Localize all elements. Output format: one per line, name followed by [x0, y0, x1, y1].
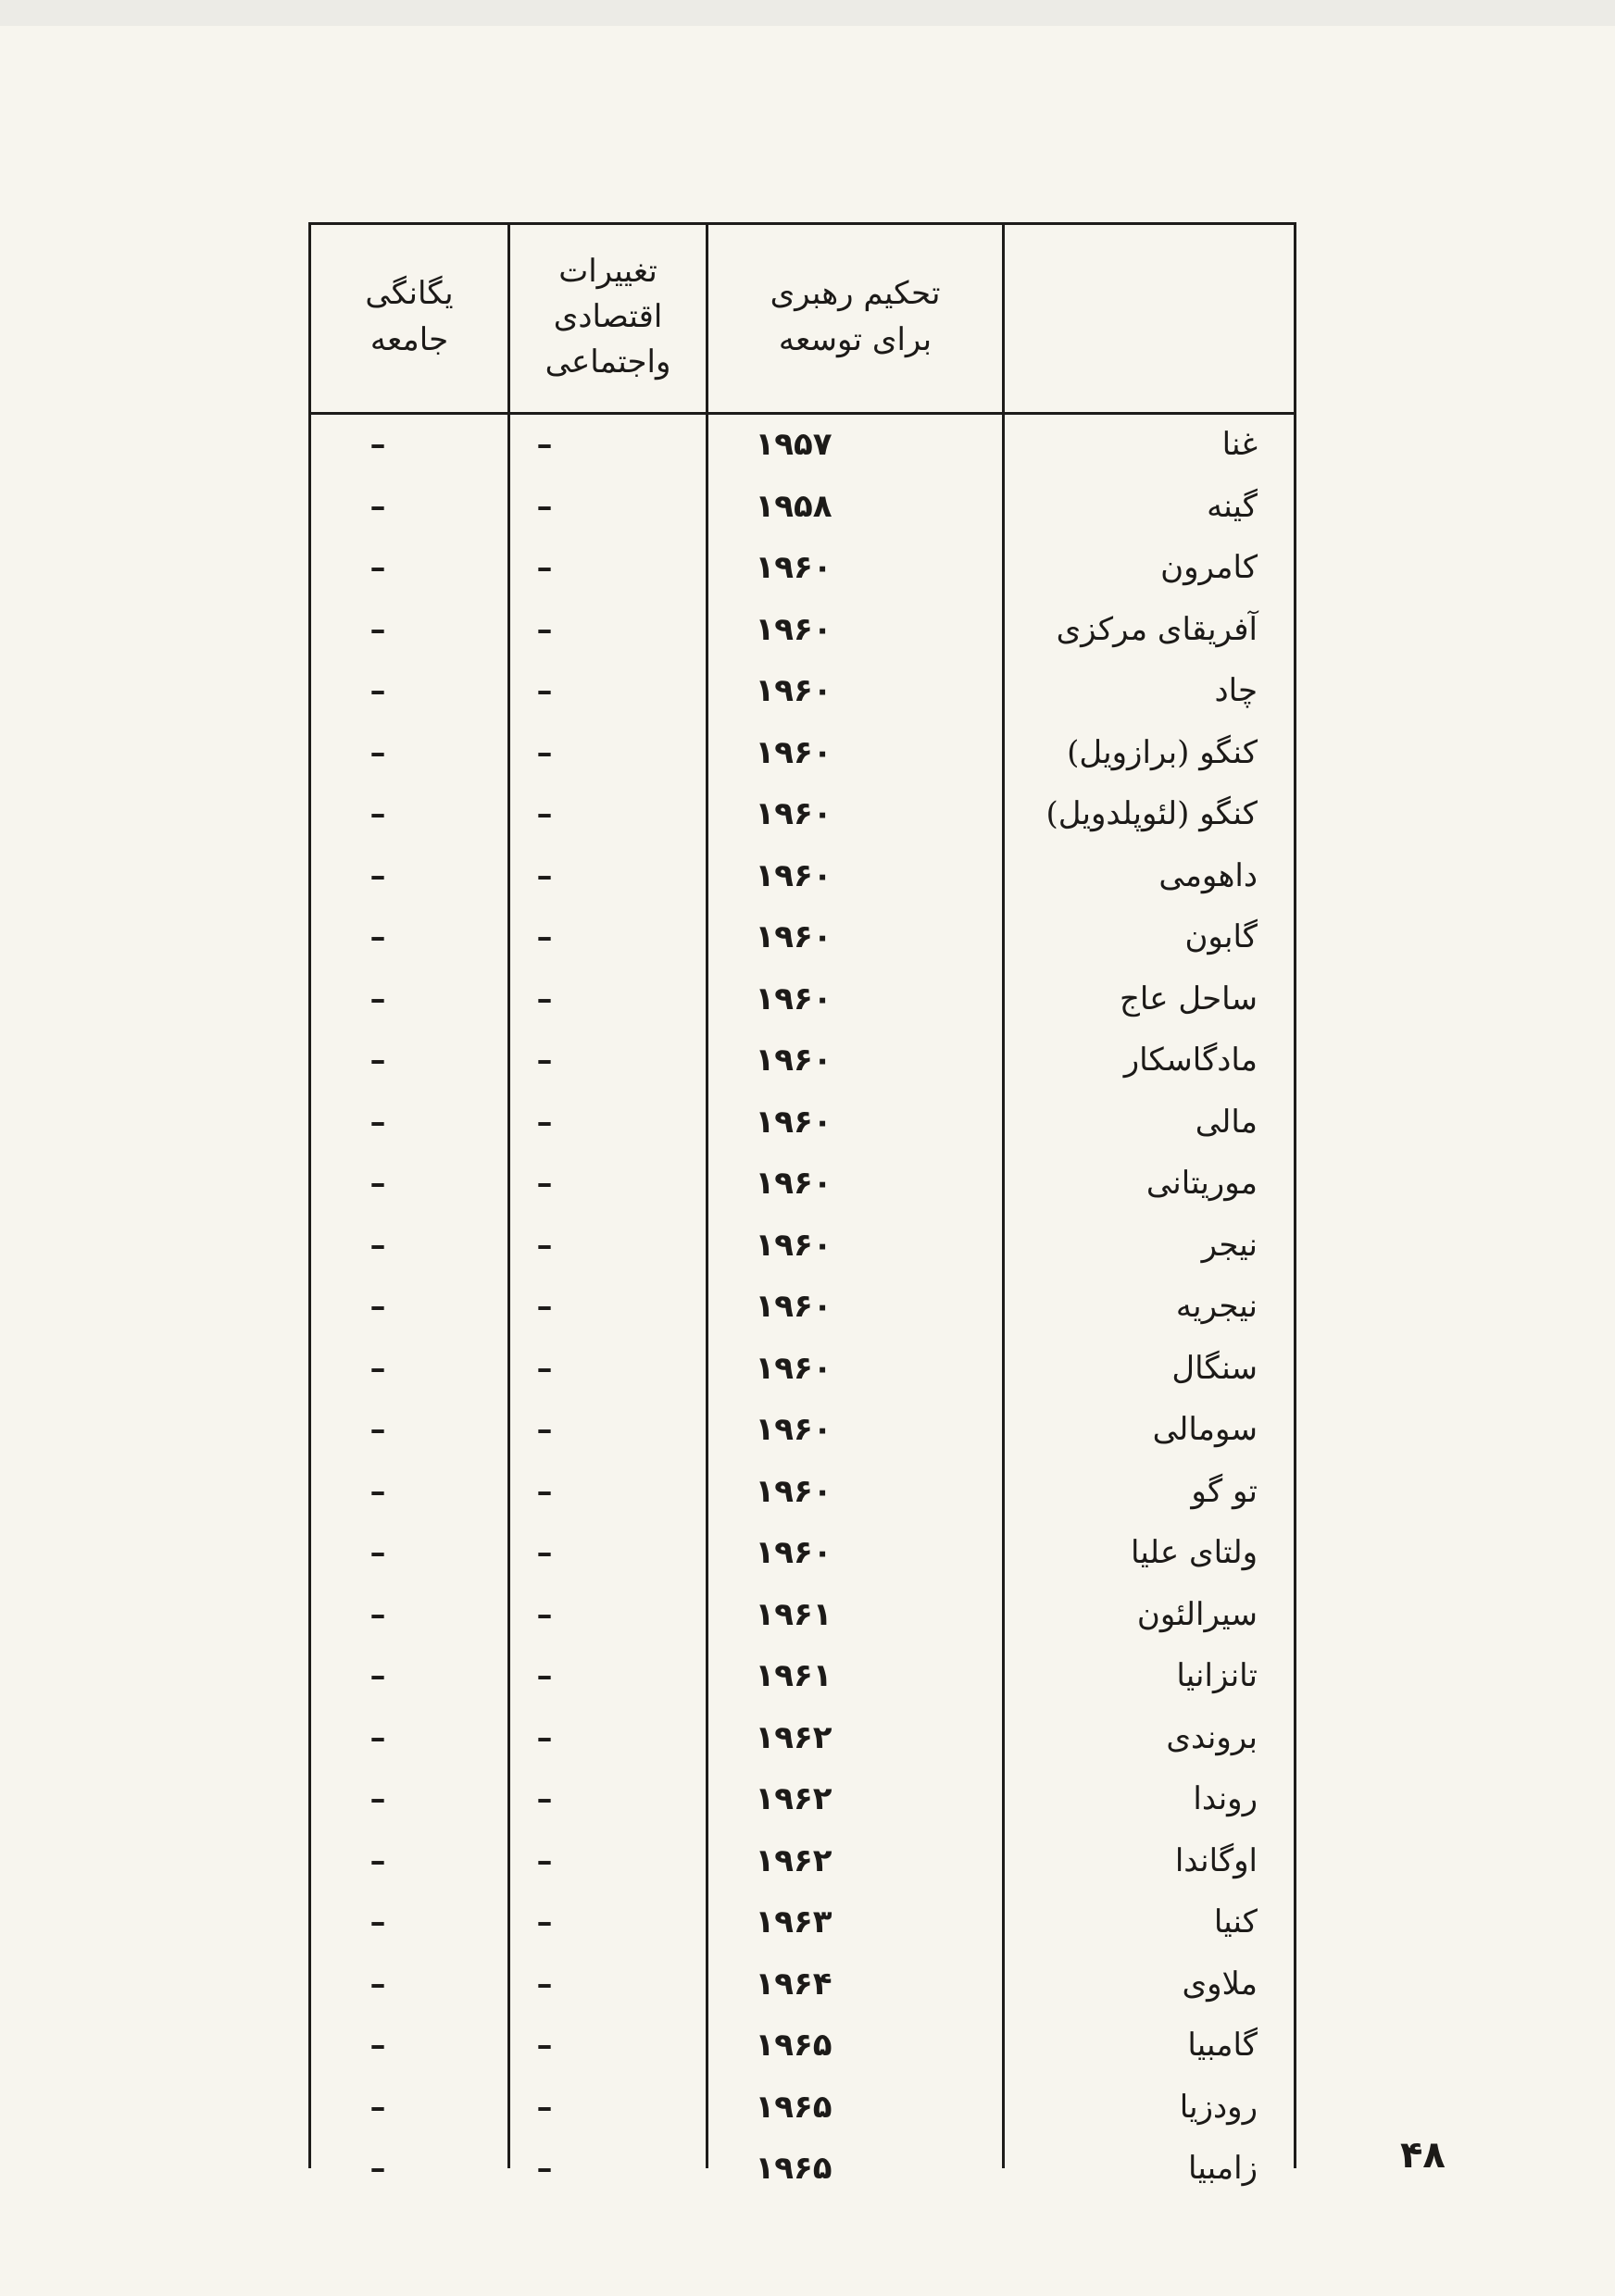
country-name: مالی	[1195, 1103, 1258, 1141]
economic-change-dash: –	[536, 733, 553, 771]
social-unity-dash: –	[369, 1718, 386, 1756]
consolidation-year: ۱۹۶۰	[755, 733, 833, 771]
country-name: بروندی	[1166, 1718, 1258, 1756]
social-unity-dash: –	[369, 980, 386, 1017]
table-row	[308, 475, 1296, 538]
economic-change-dash: –	[536, 672, 553, 709]
social-unity-dash: –	[369, 2088, 386, 2126]
data-table	[308, 222, 1296, 2187]
table-row	[308, 1398, 1296, 1461]
consolidation-year: ۱۹۶۰	[755, 1349, 833, 1387]
economic-change-dash: –	[536, 549, 553, 586]
consolidation-year: ۱۹۶۰	[755, 1165, 833, 1202]
social-unity-dash: –	[369, 1288, 386, 1325]
consolidation-year: ۱۹۶۰	[755, 672, 833, 709]
social-unity-dash: –	[369, 487, 386, 525]
economic-change-dash: –	[536, 795, 553, 832]
economic-change-dash: –	[536, 856, 553, 894]
table-row	[308, 2076, 1296, 2139]
social-unity-dash: –	[369, 795, 386, 832]
consolidation-year: ۱۹۶۵	[755, 2027, 833, 2064]
consolidation-year: ۱۹۵۸	[755, 487, 833, 525]
economic-change-dash: –	[536, 1288, 553, 1325]
social-unity-dash: –	[369, 1103, 386, 1141]
social-unity-dash: –	[369, 1965, 386, 2003]
country-name: سومالی	[1152, 1411, 1258, 1448]
economic-change-dash: –	[536, 1042, 553, 1079]
social-unity-dash: –	[369, 1595, 386, 1633]
table-row	[308, 905, 1296, 968]
economic-change-dash: –	[536, 918, 553, 955]
table-row	[308, 2014, 1296, 2077]
consolidation-year: ۱۹۶۰	[755, 549, 833, 586]
country-name: گینه	[1207, 487, 1258, 525]
country-name: گابون	[1184, 918, 1258, 955]
social-unity-dash: –	[369, 1349, 386, 1387]
consolidation-year: ۱۹۶۰	[755, 1472, 833, 1510]
social-unity-dash: –	[369, 733, 386, 771]
social-unity-dash: –	[369, 2150, 386, 2187]
social-unity-dash: –	[369, 1903, 386, 1940]
consolidation-year: ۱۹۶۳	[755, 1903, 833, 1940]
social-unity-dash: –	[369, 426, 386, 463]
social-unity-dash: –	[369, 1841, 386, 1879]
consolidation-year: ۱۹۶۰	[755, 1103, 833, 1141]
country-name: نیجر	[1201, 1226, 1258, 1264]
social-unity-dash: –	[369, 1780, 386, 1817]
economic-change-dash: –	[536, 1165, 553, 1202]
economic-change-dash: –	[536, 1718, 553, 1756]
country-name: ساحل عاج	[1119, 980, 1258, 1017]
economic-change-dash: –	[536, 610, 553, 648]
economic-change-dash: –	[536, 2088, 553, 2126]
consolidation-year: ۱۹۶۰	[755, 980, 833, 1017]
table-row	[308, 1029, 1296, 1092]
country-name: کنیا	[1213, 1903, 1258, 1940]
economic-change-dash: –	[536, 1903, 553, 1940]
economic-change-dash: –	[536, 980, 553, 1017]
consolidation-year: ۱۹۶۰	[755, 1534, 833, 1571]
social-unity-dash: –	[369, 610, 386, 648]
header-social-unity: یگانگی جامعه	[365, 275, 454, 358]
consolidation-year: ۱۹۶۱	[755, 1595, 833, 1633]
table-row	[308, 1706, 1296, 1769]
consolidation-year: ۱۹۶۵	[755, 2088, 833, 2126]
economic-change-dash: –	[536, 426, 553, 463]
header-economic-social-changes: تغییرات اقتصادی واجتماعی	[545, 252, 671, 381]
table-row	[308, 1767, 1296, 1830]
consolidation-year: ۱۹۶۰	[755, 1288, 833, 1325]
social-unity-dash: –	[369, 1534, 386, 1571]
economic-change-dash: –	[536, 1657, 553, 1694]
country-name: تو گو	[1191, 1472, 1258, 1510]
country-name: تانزانیا	[1176, 1657, 1258, 1694]
table-row	[308, 721, 1296, 784]
country-name: ولتای علیا	[1131, 1534, 1258, 1571]
table-row	[308, 1460, 1296, 1523]
consolidation-year: ۱۹۶۰	[755, 918, 833, 955]
consolidation-year: ۱۹۶۲	[755, 1780, 833, 1817]
consolidation-year: ۱۹۶۰	[755, 1226, 833, 1264]
table-row	[308, 1214, 1296, 1277]
table-row	[308, 1521, 1296, 1584]
economic-change-dash: –	[536, 487, 553, 525]
country-name: موریتانی	[1146, 1165, 1258, 1202]
economic-change-dash: –	[536, 1965, 553, 2003]
table-row	[308, 1275, 1296, 1338]
consolidation-year: ۱۹۶۵	[755, 2150, 833, 2187]
consolidation-year: ۱۹۶۰	[755, 795, 833, 832]
country-name: گامبیا	[1187, 2027, 1258, 2064]
country-name: کنگو (برازویل)	[1067, 733, 1258, 771]
consolidation-year: ۱۹۶۴	[755, 1965, 833, 2003]
table-row	[308, 659, 1296, 722]
consolidation-year: ۱۹۶۲	[755, 1718, 833, 1756]
economic-change-dash: –	[536, 1841, 553, 1879]
table-row	[308, 782, 1296, 845]
consolidation-year: ۱۹۶۰	[755, 610, 833, 648]
table-row	[308, 1091, 1296, 1154]
economic-change-dash: –	[536, 2150, 553, 2187]
country-name: چاد	[1214, 672, 1258, 709]
table-row	[308, 2137, 1296, 2200]
country-name: اوگاندا	[1174, 1841, 1258, 1879]
economic-change-dash: –	[536, 1226, 553, 1264]
economic-change-dash: –	[536, 1780, 553, 1817]
economic-change-dash: –	[536, 1103, 553, 1141]
table-row	[308, 536, 1296, 599]
table-row	[308, 1583, 1296, 1646]
consolidation-year: ۱۹۶۲	[755, 1841, 833, 1879]
table-row	[308, 1829, 1296, 1892]
country-name: سنگال	[1171, 1349, 1258, 1387]
country-name: ملاوی	[1182, 1965, 1258, 2003]
social-unity-dash: –	[369, 918, 386, 955]
page-number: ۴۸	[1400, 2134, 1446, 2177]
header-consolidation: تحکیم رهبری برای توسعه	[770, 275, 941, 358]
header-country	[1005, 222, 1294, 412]
table-row	[308, 1337, 1296, 1400]
country-name: رودزیا	[1179, 2088, 1258, 2126]
consolidation-year: ۱۹۶۱	[755, 1657, 833, 1694]
economic-change-dash: –	[536, 1534, 553, 1571]
social-unity-dash: –	[369, 1226, 386, 1264]
country-name: کنگو (لئوپلدویل)	[1045, 795, 1258, 832]
page-top-edge	[0, 0, 1615, 26]
table-row	[308, 1644, 1296, 1707]
consolidation-year: ۱۹۶۰	[755, 856, 833, 894]
consolidation-year: ۱۹۵۷	[755, 426, 833, 463]
economic-change-dash: –	[536, 1472, 553, 1510]
country-name: کامرون	[1160, 549, 1258, 586]
country-name: سیرالئون	[1136, 1595, 1258, 1633]
table-row	[308, 413, 1296, 476]
country-name: روندا	[1193, 1780, 1258, 1817]
table-row	[308, 1890, 1296, 1953]
country-name: داهومی	[1158, 856, 1258, 894]
table-row	[308, 1152, 1296, 1215]
economic-change-dash: –	[536, 1349, 553, 1387]
country-name: غنا	[1221, 426, 1258, 463]
social-unity-dash: –	[369, 672, 386, 709]
table-row	[308, 598, 1296, 661]
country-name: آفریقای مرکزی	[1056, 610, 1258, 648]
social-unity-dash: –	[369, 1657, 386, 1694]
social-unity-dash: –	[369, 1472, 386, 1510]
table-row	[308, 967, 1296, 1030]
social-unity-dash: –	[369, 1411, 386, 1448]
economic-change-dash: –	[536, 1595, 553, 1633]
social-unity-dash: –	[369, 2027, 386, 2064]
consolidation-year: ۱۹۶۰	[755, 1411, 833, 1448]
table-row	[308, 844, 1296, 907]
country-name: نیجریه	[1175, 1288, 1258, 1325]
social-unity-dash: –	[369, 1042, 386, 1079]
country-name: زامبیا	[1188, 2150, 1258, 2187]
social-unity-dash: –	[369, 1165, 386, 1202]
economic-change-dash: –	[536, 2027, 553, 2064]
table-row	[308, 1953, 1296, 2015]
social-unity-dash: –	[369, 549, 386, 586]
country-name: مادگاسکار	[1123, 1042, 1258, 1079]
economic-change-dash: –	[536, 1411, 553, 1448]
social-unity-dash: –	[369, 856, 386, 894]
consolidation-year: ۱۹۶۰	[755, 1042, 833, 1079]
